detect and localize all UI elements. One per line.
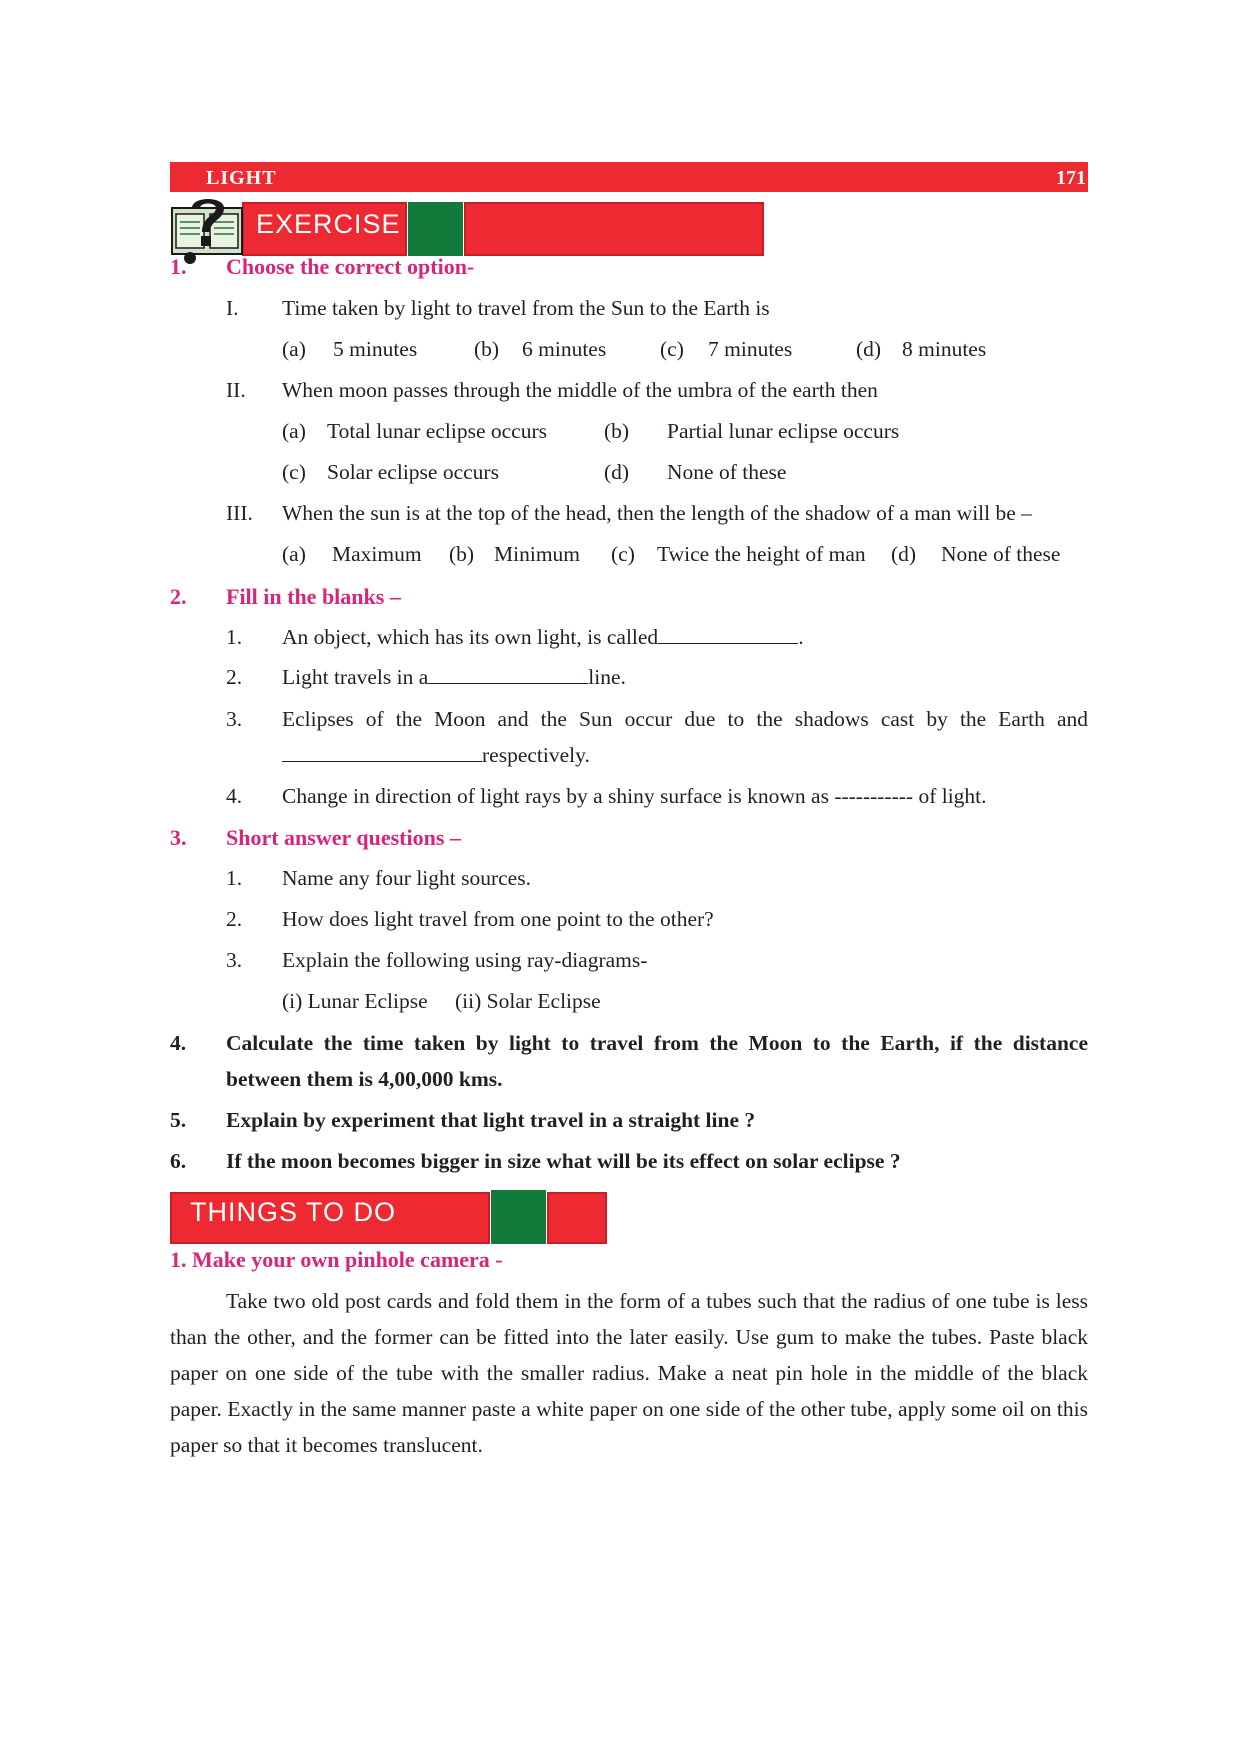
q1-item-number: III. xyxy=(226,501,253,525)
option-label: (c) xyxy=(282,460,306,484)
option-text: 5 minutes xyxy=(333,337,418,361)
option-label: (c) xyxy=(611,542,635,566)
blank-item-number: 1. xyxy=(226,625,243,649)
q3-heading: Short answer questions – xyxy=(226,825,461,850)
blank-item-text: Light travels in a xyxy=(282,665,429,689)
blank-item-text-after: . xyxy=(798,625,804,649)
q1-heading: Choose the correct option- xyxy=(226,254,475,279)
option-label: (d) xyxy=(891,542,917,566)
short-item-number: 3. xyxy=(226,948,243,972)
q4-text-line2: between them is 4,00,000 kms. xyxy=(226,1067,503,1091)
q1-item-text: When the sun is at the top of the head, then the length of the shadow of a man will be – xyxy=(282,501,1032,525)
option-text: 6 minutes xyxy=(522,337,607,361)
blank-item-number: 2. xyxy=(226,665,243,689)
answer-blank xyxy=(282,743,482,762)
q5-text: Explain by experiment that light travel in a straight line ? xyxy=(226,1108,756,1132)
page-header-band xyxy=(170,162,1088,192)
q1-item-number: II. xyxy=(226,378,246,402)
q4-number: 4. xyxy=(170,1031,187,1055)
blank-item-3-line2 xyxy=(282,743,590,768)
chapter-title: LIGHT xyxy=(206,167,277,189)
short-item-number: 2. xyxy=(226,907,243,931)
option-label: (c) xyxy=(660,337,684,361)
q2-number: 2. xyxy=(170,584,187,609)
option-label: (b) xyxy=(449,542,475,566)
q5-number: 5. xyxy=(170,1108,187,1132)
option-label: (d) xyxy=(604,460,630,484)
sub-item: (i) Lunar Eclipse xyxy=(282,989,428,1013)
option-text: Minimum xyxy=(494,542,581,566)
option-text: Maximum xyxy=(332,542,422,566)
answer-blank xyxy=(658,625,798,644)
option-label: (a) xyxy=(282,542,306,566)
blank-item-text: Change in direction of light rays by a shiny surface is known as ----------- of light. xyxy=(282,784,987,808)
q3-number: 3. xyxy=(170,825,187,850)
option-text: 8 minutes xyxy=(902,337,987,361)
q1-item-text: When moon passes through the middle of the umbra of the earth then xyxy=(282,378,878,402)
blank-item-text-after: respectively. xyxy=(482,743,590,767)
blank-item-text: Eclipses of the Moon and the Sun occur due to the shadows cast by the Earth and xyxy=(282,707,1088,731)
exercise-title: EXERCISE xyxy=(256,209,401,239)
short-item-text: Explain the following using ray-diagrams- xyxy=(282,948,648,972)
short-item-number: 1. xyxy=(226,866,243,890)
answer-blank xyxy=(428,665,588,684)
option-text: Partial lunar eclipse occurs xyxy=(667,419,900,443)
option-text: None of these xyxy=(941,542,1061,566)
exercise-banner-red-block xyxy=(464,202,764,256)
sub-item: (ii) Solar Eclipse xyxy=(455,989,601,1013)
option-label: (d) xyxy=(856,337,882,361)
q4-text-line1: Calculate the time taken by light to travel from the Moon to the Earth, if the distance xyxy=(226,1031,1088,1055)
blank-item-text: An object, which has its own light, is called xyxy=(282,625,659,649)
q1-item-number: I. xyxy=(226,296,239,320)
option-text: Twice the height of man xyxy=(657,542,866,566)
short-item-text: Name any four light sources. xyxy=(282,866,531,890)
page-number: 171 xyxy=(1056,167,1086,189)
option-text: Solar eclipse occurs xyxy=(327,460,499,484)
option-label: (b) xyxy=(474,337,500,361)
activity-heading: 1. Make your own pinhole camera - xyxy=(170,1247,503,1272)
blank-item-1 xyxy=(282,625,804,650)
blank-item-text-after: line. xyxy=(588,665,626,689)
option-label: (a) xyxy=(282,419,306,443)
q2-heading: Fill in the blanks – xyxy=(226,584,401,609)
blank-item-2 xyxy=(282,665,626,690)
option-label: (b) xyxy=(604,419,630,443)
option-text: Total lunar eclipse occurs xyxy=(327,419,547,443)
blank-item-number: 3. xyxy=(226,707,243,731)
exercise-banner-green-block xyxy=(408,202,463,256)
activity-paragraph: Take two old post cards and fold them in the form of a tubes such that the radius of one tube is less than the other, and the former can be fitted into the later easily. Use gum to make the tubes. Paste black paper on one side of the tube with the smaller radius. Make a neat pin hole in the middle of the black paper. Exactly in the same manner paste a white paper on one side of the other tube, apply some oil on this paper so that it becomes translucent. xyxy=(170,1289,1088,1457)
q1-number: 1. xyxy=(170,254,187,279)
q6-number: 6. xyxy=(170,1149,187,1173)
things-to-do-title: THINGS TO DO xyxy=(190,1197,397,1227)
short-item-text: How does light travel from one point to the other? xyxy=(282,907,714,931)
things-banner-green-block xyxy=(491,1190,546,1244)
option-label: (a) xyxy=(282,337,306,361)
q1-item-text: Time taken by light to travel from the Sun to the Earth is xyxy=(282,296,770,320)
q6-text: If the moon becomes bigger in size what will be its effect on solar eclipse ? xyxy=(226,1149,901,1173)
things-banner-red-block xyxy=(547,1192,607,1244)
option-text: None of these xyxy=(667,460,787,484)
option-text: 7 minutes xyxy=(708,337,793,361)
blank-item-number: 4. xyxy=(226,784,243,808)
